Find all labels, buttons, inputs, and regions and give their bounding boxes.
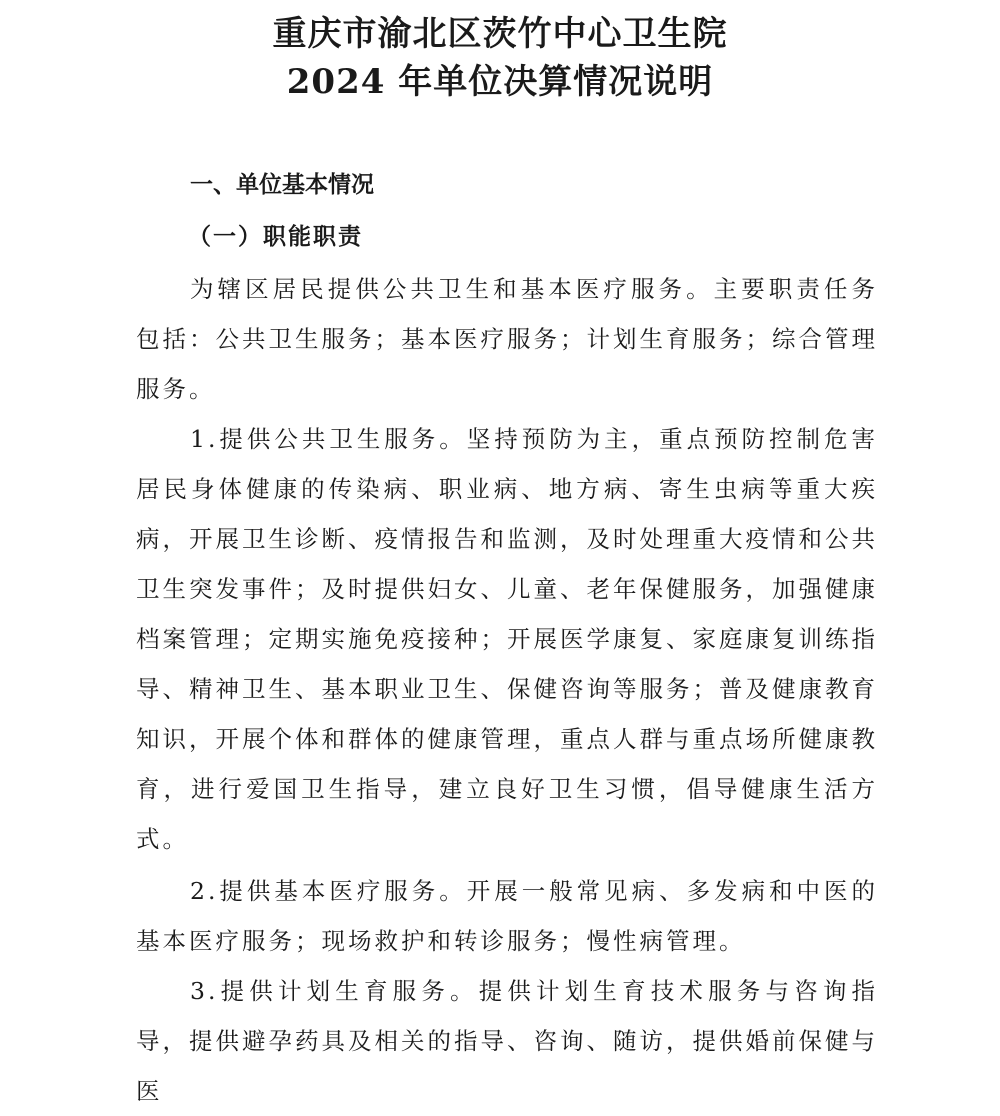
paragraph-duties-overview: 为辖区居民提供公共卫生和基本医疗服务。主要职责任务包括：公共卫生服务；基本医疗服务；计划生育服务；综合管理服务。 bbox=[136, 275, 878, 403]
document-title-line-2: 2024 年单位决算情况说明 bbox=[286, 62, 714, 102]
sub-heading: （一）职能职责 bbox=[188, 223, 363, 250]
section-heading: 一、单位基本情况 bbox=[190, 172, 374, 198]
paragraph-public-health: 1.提供公共卫生服务。坚持预防为主，重点预防控制危害居民身体健康的传染病、职业病、地方病、寄生虫病等重大疾病，开展卫生诊断、疫情报告和监测，及时处理重大疫情和公共卫生突发事件；及时提供妇女、儿童、老年保健服务，加强健康档案管理；定期实施免疫接种；开展医学康复、家庭康复训练指导、精神卫生、基本职业卫生、保健咨询等服务；普及健康教育知识，开展个体和群体的健康管理，重点人群与重点场所健康教育，进行爱国卫生指导，建立良好卫生习惯，倡导健康生活方式。 bbox=[136, 425, 878, 853]
paragraph-basic-medical: 2.提供基本医疗服务。开展一般常见病、多发病和中医的基本医疗服务；现场救护和转诊服务；慢性病管理。 bbox=[136, 877, 878, 955]
document-title-line-1: 重庆市渝北区茨竹中心卫生院 bbox=[272, 14, 728, 54]
paragraph-family-planning: 3.提供计划生育服务。提供计划生育技术服务与咨询指导，提供避孕药具及相关的指导、咨询、随访，提供婚前保健与医 bbox=[136, 977, 878, 1105]
